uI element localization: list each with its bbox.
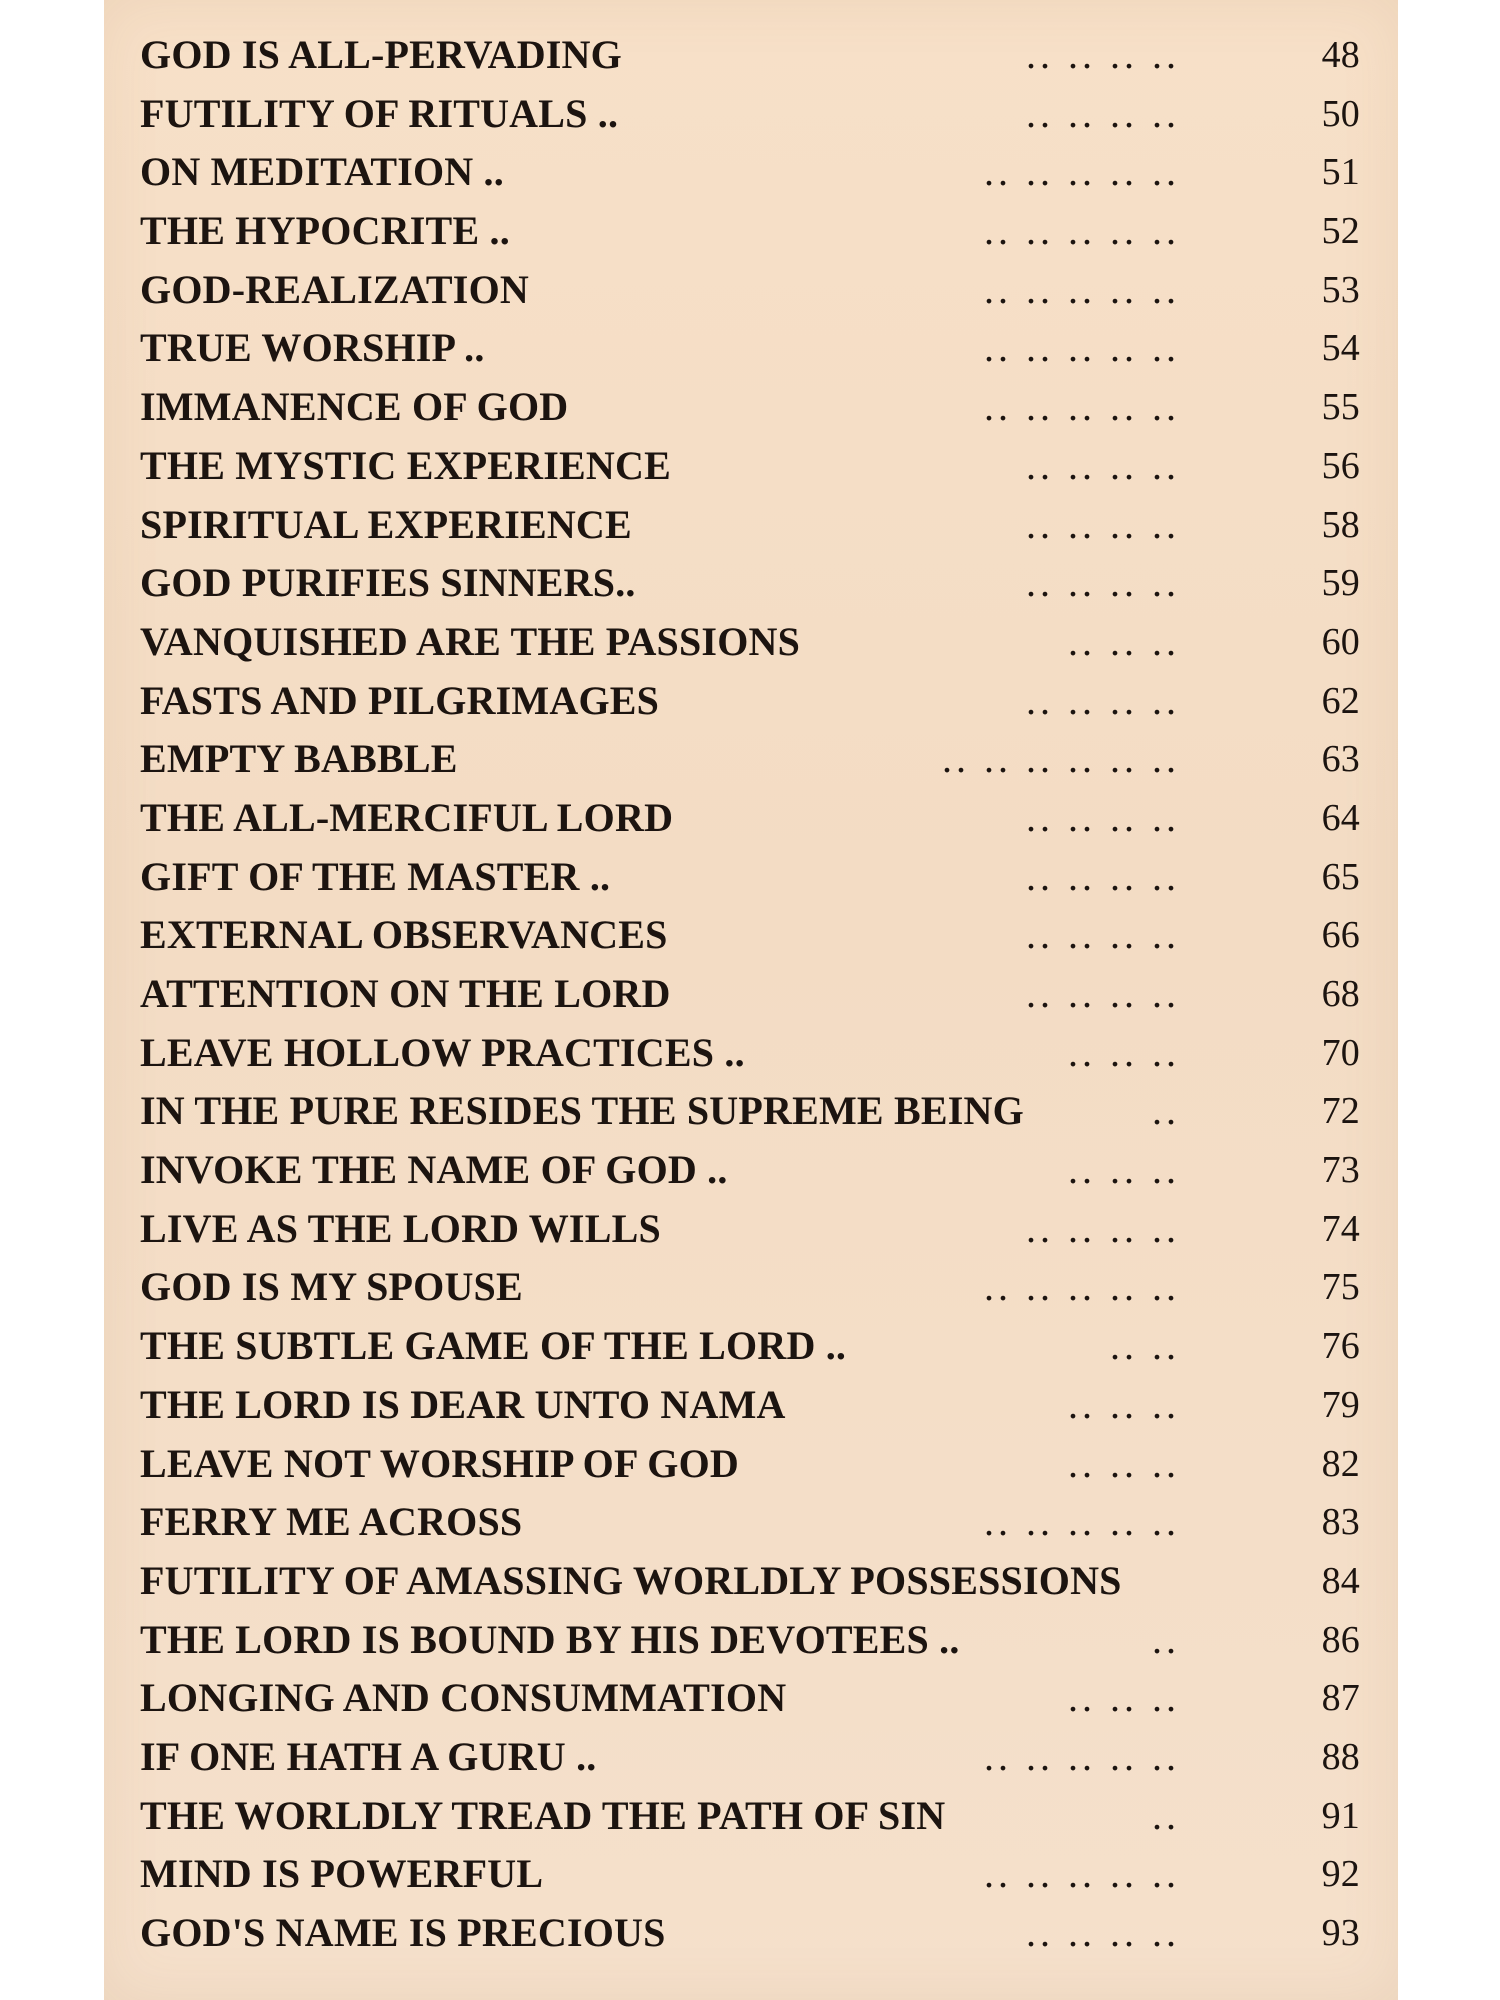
page-number: 55 <box>1321 386 1360 429</box>
dot-leaders: .. .. .. <box>1068 1440 1180 1486</box>
toc-entry <box>140 554 1380 613</box>
dot-leaders: .. .. .. .. <box>1026 971 1180 1016</box>
dot-leaders: .. .. .. .. <box>1026 442 1180 488</box>
toc-entry <box>140 730 1380 789</box>
dot-leaders: .. .. .. .. .. <box>984 208 1180 254</box>
chapter-title: IF ONE HATH A GURU .. <box>140 1733 597 1779</box>
table-of-contents <box>140 26 1380 1963</box>
toc-entry <box>140 1258 1380 1317</box>
toc-entry <box>140 1082 1380 1141</box>
chapter-title: GOD'S NAME IS PRECIOUS <box>140 1910 666 1955</box>
chapter-title: EMPTY BABBLE <box>140 736 458 782</box>
toc-entry <box>140 1317 1380 1376</box>
toc-entry <box>140 1376 1380 1435</box>
toc-entry <box>140 1552 1380 1611</box>
toc-entry <box>140 378 1380 437</box>
toc-entry <box>140 437 1380 496</box>
dot-leaders: .. .. .. .. .. <box>984 1733 1180 1779</box>
page-number: 87 <box>1321 1677 1360 1720</box>
chapter-title: THE SUBTLE GAME OF THE LORD .. <box>140 1323 847 1369</box>
page-number: 68 <box>1321 973 1360 1015</box>
dot-leaders: .. .. .. <box>1068 618 1180 664</box>
dot-leaders: .. .. .. .. <box>1026 912 1180 958</box>
toc-entry <box>140 319 1380 378</box>
page-number: 75 <box>1321 1266 1360 1309</box>
chapter-title: IMMANENCE OF GOD <box>140 384 569 430</box>
toc-entry <box>140 1669 1380 1728</box>
page-number: 63 <box>1321 738 1360 781</box>
dot-leaders: .. <box>1152 1792 1180 1838</box>
toc-entry <box>140 143 1380 202</box>
chapter-title: THE HYPOCRITE .. <box>140 208 510 254</box>
page-number: 65 <box>1321 855 1360 898</box>
dot-leaders: .. .. .. .. .. <box>984 1499 1180 1545</box>
chapter-title: GOD PURIFIES SINNERS.. <box>140 560 636 606</box>
book-page <box>104 0 1398 2000</box>
dot-leaders: .. .. .. .. <box>1026 1205 1180 1251</box>
page-number: 93 <box>1321 1912 1360 1954</box>
chapter-title: MIND IS POWERFUL <box>140 1851 544 1897</box>
dot-leaders: .. .. .. .. <box>1026 32 1180 77</box>
page-number: 66 <box>1321 914 1360 957</box>
page-number: 84 <box>1321 1559 1360 1602</box>
toc-entry <box>140 1611 1380 1670</box>
toc-entry <box>140 202 1380 261</box>
dot-leaders: .. .. .. <box>1068 1147 1180 1193</box>
chapter-title: THE ALL-MERCIFUL LORD <box>140 794 674 840</box>
toc-entry <box>140 1493 1380 1552</box>
toc-entry <box>140 1141 1380 1200</box>
chapter-title: GOD-REALIZATION <box>140 266 529 312</box>
dot-leaders: .. .. .. .. .. <box>984 1851 1180 1897</box>
page-number: 72 <box>1321 1090 1360 1133</box>
chapter-title: FASTS AND PILGRIMAGES <box>140 677 660 723</box>
toc-entry <box>140 848 1380 907</box>
chapter-title: ON MEDITATION .. <box>140 149 504 195</box>
toc-entry <box>140 1200 1380 1259</box>
chapter-title: VANQUISHED ARE THE PASSIONS <box>140 618 801 664</box>
page-number: 83 <box>1321 1501 1360 1544</box>
chapter-title: ATTENTION ON THE LORD <box>140 971 671 1016</box>
dot-leaders: .. .. .. .. <box>1026 853 1180 899</box>
dot-leaders: .. .. .. .. <box>1026 90 1180 136</box>
toc-entry <box>140 26 1380 85</box>
chapter-title: SPIRITUAL EXPERIENCE <box>140 501 632 547</box>
toc-entry <box>140 965 1380 1024</box>
dot-leaders: .. .. .. .. .. .. <box>942 736 1180 782</box>
page-number: 79 <box>1321 1383 1360 1426</box>
chapter-title: LIVE AS THE LORD WILLS <box>140 1205 661 1251</box>
dot-leaders: .. .. .. .. .. <box>984 149 1180 195</box>
page-number: 82 <box>1321 1442 1360 1485</box>
dot-leaders: .. <box>1152 1088 1180 1134</box>
toc-entry <box>140 1904 1380 1963</box>
page-number: 48 <box>1321 34 1360 76</box>
chapter-title: LEAVE NOT WORSHIP OF GOD <box>140 1440 740 1486</box>
dot-leaders: .. .. .. .. <box>1026 560 1180 606</box>
chapter-title: GIFT OF THE MASTER .. <box>140 853 611 899</box>
dot-leaders: .. .. .. .. <box>1026 794 1180 840</box>
page-number: 62 <box>1321 679 1360 722</box>
page-number: 64 <box>1321 796 1360 839</box>
page-number: 51 <box>1321 151 1360 194</box>
toc-entry <box>140 789 1380 848</box>
chapter-title: IN THE PURE RESIDES THE SUPREME BEING <box>140 1088 1024 1134</box>
page-number: 91 <box>1321 1794 1360 1837</box>
toc-entry <box>140 1845 1380 1904</box>
chapter-title: FUTILITY OF RITUALS .. <box>140 90 619 136</box>
chapter-title: FUTILITY OF AMASSING WORLDLY POSSESSIONS <box>140 1557 1122 1603</box>
page-number: 59 <box>1321 562 1360 605</box>
chapter-title: TRUE WORSHIP .. <box>140 325 485 371</box>
dot-leaders: .. .. .. .. .. <box>984 266 1180 312</box>
page-number: 56 <box>1321 444 1360 487</box>
page-number: 92 <box>1321 1853 1360 1896</box>
chapter-title: LEAVE HOLLOW PRACTICES .. <box>140 1029 745 1075</box>
toc-entry <box>140 261 1380 320</box>
page-number: 50 <box>1321 92 1360 135</box>
page-number: 54 <box>1321 327 1360 370</box>
dot-leaders: .. .. .. <box>1068 1029 1180 1075</box>
toc-entry <box>140 1728 1380 1787</box>
dot-leaders: .. .. .. .. <box>1026 1910 1180 1955</box>
dot-leaders: .. .. .. <box>1068 1381 1180 1427</box>
page-number: 73 <box>1321 1149 1360 1192</box>
toc-entry <box>140 613 1380 672</box>
page-number: 52 <box>1321 210 1360 253</box>
toc-entry <box>140 1024 1380 1083</box>
dot-leaders: .. <box>1152 1616 1180 1662</box>
dot-leaders: .. .. <box>1110 1323 1180 1369</box>
chapter-title: THE MYSTIC EXPERIENCE <box>140 442 671 488</box>
page-number: 76 <box>1321 1325 1360 1368</box>
dot-leaders: .. .. .. .. <box>1026 677 1180 723</box>
chapter-title: INVOKE THE NAME OF GOD .. <box>140 1147 728 1193</box>
toc-entry <box>140 1787 1380 1846</box>
chapter-title: GOD IS MY SPOUSE <box>140 1264 523 1310</box>
toc-entry <box>140 906 1380 965</box>
chapter-title: THE LORD IS DEAR UNTO NAMA <box>140 1381 786 1427</box>
dot-leaders: .. .. .. .. .. <box>984 325 1180 371</box>
page-number: 88 <box>1321 1735 1360 1778</box>
toc-entry <box>140 672 1380 731</box>
dot-leaders: .. .. .. .. <box>1026 501 1180 547</box>
page-number: 74 <box>1321 1207 1360 1250</box>
chapter-title: GOD IS ALL-PERVADING <box>140 32 622 77</box>
page-number: 58 <box>1321 503 1360 546</box>
toc-entry <box>140 496 1380 555</box>
chapter-title: THE LORD IS BOUND BY HIS DEVOTEES .. <box>140 1616 960 1662</box>
toc-entry <box>140 85 1380 144</box>
chapter-title: FERRY ME ACROSS <box>140 1499 523 1545</box>
dot-leaders: .. .. .. .. .. <box>984 384 1180 430</box>
chapter-title: EXTERNAL OBSERVANCES <box>140 912 668 958</box>
toc-entry <box>140 1435 1380 1494</box>
dot-leaders: .. .. .. <box>1068 1675 1180 1721</box>
page-number: 70 <box>1321 1031 1360 1074</box>
dot-leaders: .. .. .. .. .. <box>984 1264 1180 1310</box>
page-number: 86 <box>1321 1618 1360 1661</box>
page-number: 60 <box>1321 620 1360 663</box>
page-number: 53 <box>1321 268 1360 311</box>
chapter-title: LONGING AND CONSUMMATION <box>140 1675 787 1721</box>
chapter-title: THE WORLDLY TREAD THE PATH OF SIN <box>140 1792 946 1838</box>
